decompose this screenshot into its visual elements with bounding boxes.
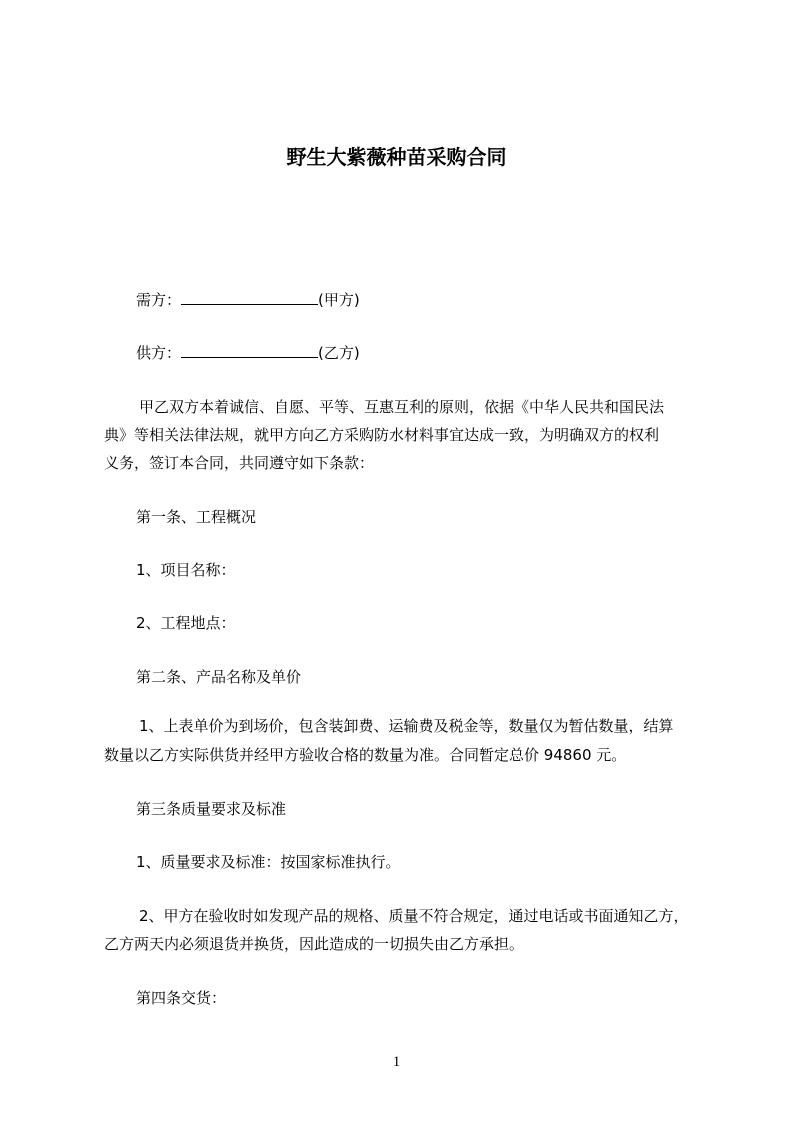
article2-item1-line2: 数量以乙方实际供货并经甲方验收合格的数量为准。合同暂定总价 94860 元。: [104, 746, 627, 764]
intro-line-3: 义务，签订本合同，共同遵守如下条款：: [104, 454, 375, 472]
buyer-label: 需方：: [136, 291, 182, 309]
article2-item1-line1: 1、上表单价为到场价，包含装卸费、运输费及税金等，数量仅为暂估数量，结算: [139, 717, 674, 735]
document-title: 野生大紫薇种苗采购合同: [286, 145, 507, 169]
article3-heading: 第三条质量要求及标准: [136, 800, 287, 818]
article3-item1: 1、质量要求及标准：按国家标准执行。: [136, 853, 401, 871]
buyer-blank: [181, 290, 318, 305]
article2-heading: 第二条、产品名称及单价: [136, 668, 302, 686]
seller-blank: [181, 343, 318, 358]
article1-heading: 第一条、工程概况: [136, 508, 257, 526]
article3-item2-line1: 2、甲方在验收时如发现产品的规格、质量不符合规定，通过电话或书面通知乙方，: [139, 907, 689, 925]
article3-item2-line2: 乙方两天内必须退货并换货，因此造成的一切损失由乙方承担。: [104, 935, 525, 953]
seller-label: 供方：: [136, 344, 182, 362]
seller-suffix: (乙方): [318, 344, 360, 362]
seller-line: [136, 343, 360, 363]
article4-heading: 第四条交货：: [136, 989, 227, 1007]
article1-item1: 1、项目名称：: [136, 561, 236, 579]
article1-item2: 2、工程地点：: [136, 614, 236, 632]
page-number: 1: [392, 1054, 401, 1070]
intro-line-2: 典》等相关法律法规，就甲方向乙方采购防水材料事宜达成一致，为明确双方的权利: [104, 426, 660, 444]
intro-line-1: 甲乙双方本着诚信、自愿、平等、互惠互利的原则，依据《中华人民共和国民法: [139, 398, 665, 416]
buyer-line: [136, 290, 360, 310]
buyer-suffix: (甲方): [318, 291, 360, 309]
